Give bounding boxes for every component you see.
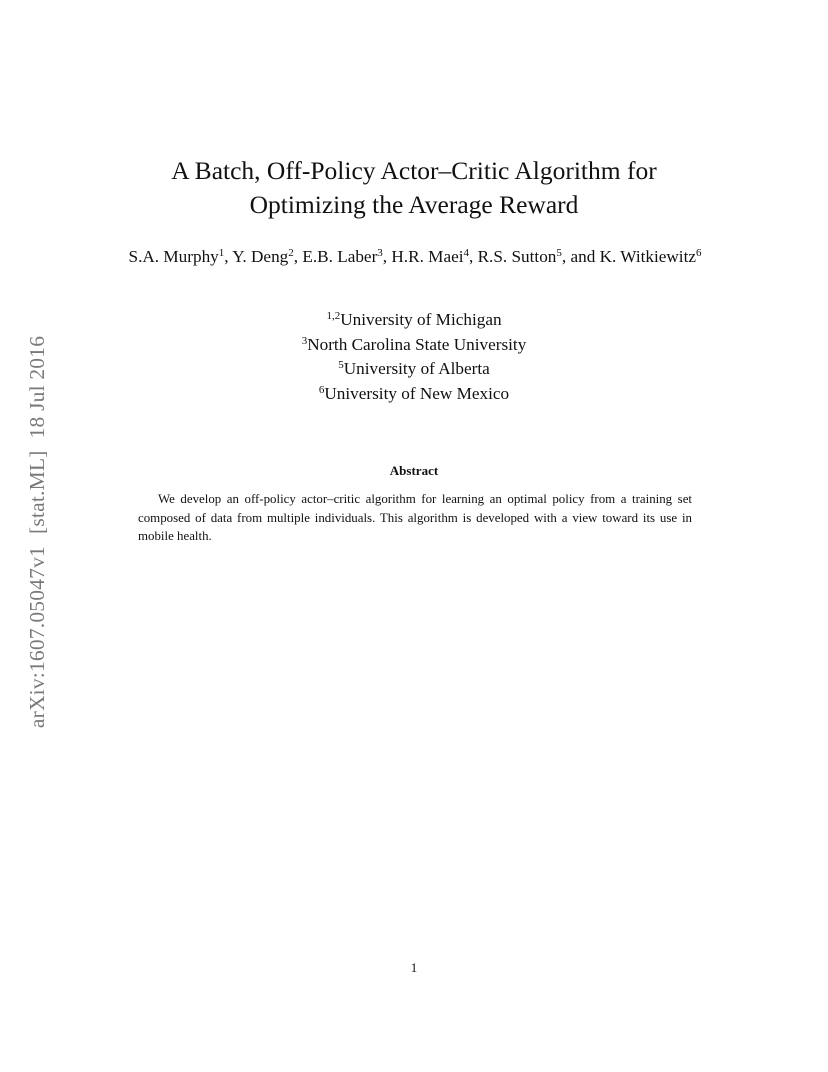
author: S.A. Murphy$^1$, bbox=[128, 247, 233, 266]
affiliation: $^{1,2}$University of Michigan bbox=[326, 310, 502, 329]
title-line-2: Optimizing the Average Reward bbox=[249, 190, 579, 219]
affiliation: $^3$North Carolina State University bbox=[301, 334, 527, 354]
abstract-heading: Abstract bbox=[389, 463, 439, 478]
arxiv-stamp bbox=[25, 336, 49, 728]
affiliation: $^6$University of New Mexico bbox=[318, 383, 510, 403]
author-list bbox=[120, 244, 710, 269]
arxiv-id: arXiv:1607.05047v1 bbox=[25, 546, 49, 729]
affiliation-list bbox=[214, 308, 614, 406]
affiliation: $^5$University of Alberta bbox=[338, 359, 490, 378]
author: K. Witkiewitz$^6$ bbox=[599, 247, 702, 266]
author: H.R. Maei$^4$, bbox=[391, 247, 478, 266]
author: E.B. Laber$^3$, bbox=[302, 247, 392, 266]
page-number: 1 bbox=[410, 960, 418, 975]
title-line-1: A Batch, Off-Policy Actor–Critic Algorithm for bbox=[171, 156, 657, 185]
paper-title bbox=[114, 154, 714, 222]
author: R.S. Sutton$^5$, and bbox=[477, 247, 600, 266]
arxiv-category: [stat.ML] bbox=[25, 450, 49, 534]
author: Y. Deng$^2$, bbox=[232, 247, 303, 266]
arxiv-date: 18 Jul 2016 bbox=[25, 335, 49, 439]
abstract-text: We develop an off-policy actor–critic algorithm for learning an optimal policy from a training set composed of data from multiple individuals. This algorithm is developed with a view toward its use in mobile health. bbox=[138, 492, 692, 544]
